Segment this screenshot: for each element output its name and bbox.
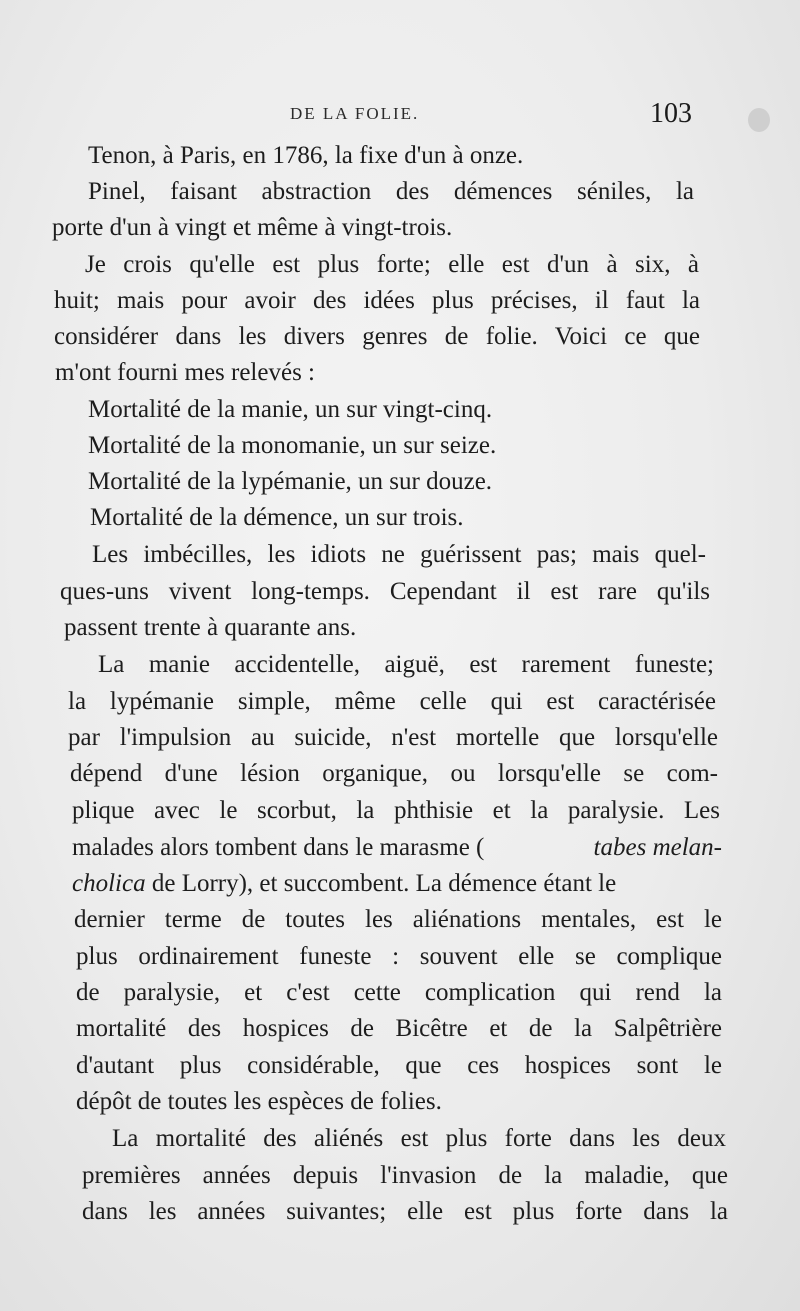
page-header xyxy=(0,100,800,130)
text-line: huit; mais pour avoir des idées plus précises, il faut la xyxy=(54,287,700,314)
text-line: Les imbécilles, les idiots ne guérissent pas; mais quel- xyxy=(92,541,706,568)
italic-text: cholica xyxy=(72,870,146,897)
text-line: plus ordinairement funeste : souvent elle se complique xyxy=(76,943,722,970)
text-line: dépend d'une lésion organique, ou lorsqu'elle se com- xyxy=(70,760,718,787)
text-line: par l'impulsion au suicide, n'est mortelle que lorsqu'elle xyxy=(68,724,718,751)
text-line: La mortalité des aliénés est plus forte dans les deux xyxy=(112,1125,726,1152)
text-line: porte d'un à vingt et même à vingt-trois. xyxy=(52,214,453,241)
text-line: La manie accidentelle, aiguë, est rarement funeste; xyxy=(98,651,714,678)
text-line: m'ont fourni mes relevés : xyxy=(55,359,315,386)
text-line: considérer dans les divers genres de folie. Voici ce que xyxy=(54,323,700,350)
text-line xyxy=(72,866,616,902)
text-line: dernier terme de toutes les aliénations mentales, est le xyxy=(74,906,722,933)
text-line: dans les années suivantes; elle est plus forte dans la xyxy=(82,1198,728,1225)
italic-text: tabes melan- xyxy=(593,834,722,861)
text-line: plique avec le scorbut, la phthisie et la paralysie. Les xyxy=(72,797,720,824)
text-line: passent trente à quarante ans. xyxy=(64,614,357,641)
text-line: dépôt de toutes les espèces de folies. xyxy=(76,1088,442,1115)
text-line xyxy=(72,830,722,866)
text-line: Mortalité de la monomanie, un sur seize. xyxy=(88,432,497,459)
text-line: mortalité des hospices de Bicêtre et de la Salpêtrière xyxy=(76,1015,722,1042)
text-span: de Lorry), et succombent. La démence étant le xyxy=(145,870,617,897)
text-line: Je crois qu'elle est plus forte; elle est d'un à six, à xyxy=(85,251,699,278)
page-number: 103 xyxy=(650,98,692,129)
text-line: de paralysie, et c'est cette complication qui rend la xyxy=(76,979,722,1006)
text-line: Mortalité de la manie, un sur vingt-cinq. xyxy=(88,396,493,423)
text-line: Tenon, à Paris, en 1786, la fixe d'un à onze. xyxy=(88,142,524,169)
text-line: Mortalité de la lypémanie, un sur douze. xyxy=(88,468,493,495)
running-head: DE LA FOLIE. xyxy=(290,104,420,123)
text-line: Pinel, faisant abstraction des démences séniles, la xyxy=(88,178,694,205)
text-line: la lypémanie simple, même celle qui est caractérisée xyxy=(68,688,716,715)
text-line: premières années depuis l'invasion de la maladie, que xyxy=(82,1162,728,1189)
text-span: malades alors tombent dans le marasme ( xyxy=(72,834,485,861)
text-line: Mortalité de la démence, un sur trois. xyxy=(90,504,464,531)
text-line: d'autant plus considérable, que ces hospices sont le xyxy=(76,1052,722,1079)
text-line: ques-uns vivent long-temps. Cependant il est rare qu'ils xyxy=(60,578,710,605)
